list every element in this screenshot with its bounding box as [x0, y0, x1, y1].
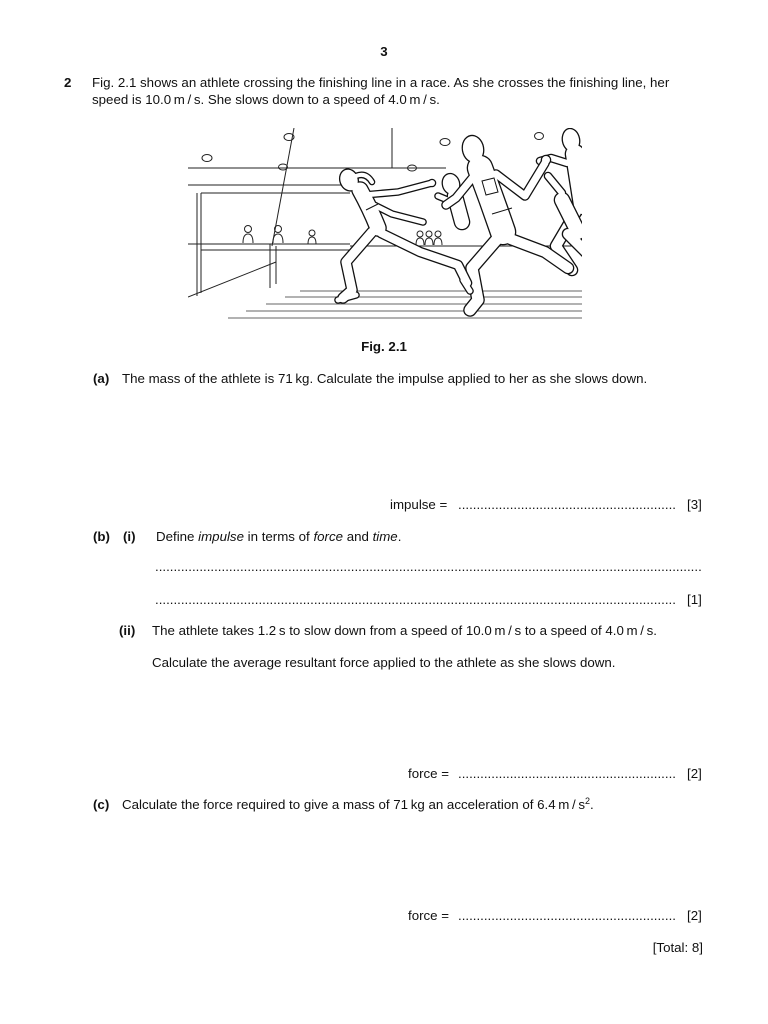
roof-support	[272, 128, 294, 246]
italic-term-time: time	[372, 529, 398, 544]
spectators	[243, 226, 442, 246]
superscript: 2	[585, 796, 591, 806]
part-b-i-label: (i)	[123, 529, 136, 544]
question-number: 2	[64, 75, 72, 90]
figure-caption: Fig. 2.1	[361, 339, 407, 354]
force-answer-label: force =	[408, 766, 450, 781]
barrier	[188, 244, 582, 288]
definition-answer-line-1: ....................................................................................................................................................	[155, 559, 702, 574]
question-intro-line-1: Fig. 2.1 shows an athlete crossing the finishing line in a race. As she crosses the finishing line, her	[92, 75, 670, 90]
part-b-i-text	[156, 529, 401, 545]
impulse-answer-label: impulse =	[390, 497, 448, 512]
definition-answer-line-2: .............................................................................................................................................	[155, 592, 676, 607]
force-answer-line: ...........................................................	[458, 908, 676, 923]
track-lane-lines	[228, 291, 582, 318]
text-segment: Define	[156, 529, 199, 544]
text-segment: .	[590, 797, 594, 812]
italic-term-impulse: impulse	[198, 529, 244, 544]
stadium-light	[440, 139, 450, 146]
part-a-label: (a)	[93, 371, 110, 386]
part-a-marks: [3]	[687, 497, 702, 512]
text-segment: .	[397, 529, 402, 544]
part-c-label: (c)	[93, 797, 110, 812]
stadium-light	[202, 155, 212, 162]
text-segment: and	[343, 529, 373, 544]
text-segment: Calculate the force required to give a mass of 71 kg an acceleration of 6.4 m / s	[122, 797, 585, 812]
stadium-light	[279, 164, 288, 170]
part-a-text: The mass of the athlete is 71 kg. Calculate the impulse applied to her as she slows down.	[122, 371, 648, 386]
figure-fill	[575, 154, 582, 205]
part-b-ii-label: (ii)	[119, 623, 136, 638]
italic-term-force: force	[313, 529, 343, 544]
part-b-label: (b)	[93, 529, 110, 544]
part-c-text	[122, 797, 594, 814]
question-intro-line-2: speed is 10.0 m / s. She slows down to a speed of 4.0 m / s.	[92, 92, 440, 107]
part-b-i-marks: [1]	[687, 592, 702, 607]
part-c-marks: [2]	[687, 908, 702, 923]
total-marks: [Total: 8]	[652, 940, 703, 955]
part-b-ii-text-2: Calculate the average resultant force applied to the athlete as she slows down.	[152, 655, 616, 670]
force-answer-label: force =	[408, 908, 450, 923]
stadium-light	[535, 133, 544, 140]
impulse-answer-line: ...........................................................	[458, 497, 676, 512]
part-b-ii-text-1: The athlete takes 1.2 s to slow down from a speed of 10.0 m / s to a speed of 4.0 m / s.	[152, 623, 657, 638]
page-number: 3	[380, 44, 388, 59]
part-b-ii-marks: [2]	[687, 766, 702, 781]
athlete-race-illustration	[188, 128, 582, 320]
figure-fill	[542, 156, 550, 164]
text-segment: in terms of	[243, 529, 314, 544]
figure-fill	[429, 180, 435, 186]
force-answer-line: ...........................................................	[458, 766, 676, 781]
